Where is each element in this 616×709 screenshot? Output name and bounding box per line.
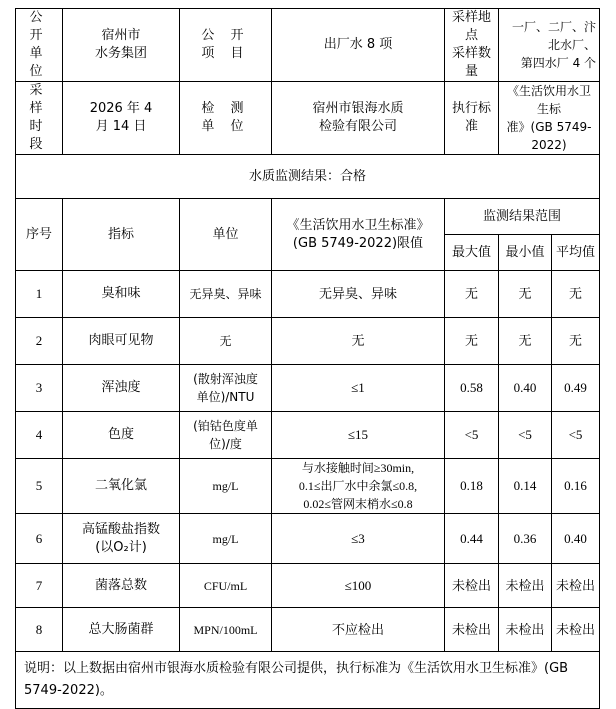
- row-min: 未检出: [499, 608, 552, 652]
- row-max: 0.18: [445, 459, 499, 514]
- site-value: 一厂、二厂、汴北水厂、 第四水厂 4 个: [499, 9, 600, 82]
- row-limit: ≤3: [272, 514, 445, 564]
- row-no: 1: [16, 271, 63, 318]
- row-indicator: 肉眼可见物: [63, 318, 180, 365]
- table-row: [16, 514, 600, 564]
- row-limit: 不应检出: [272, 608, 445, 652]
- row-limit: 与水接触时间≥30min, 0.1≤出厂水中余氯≤0.8, 0.02≤管网末梢水≤0.8: [272, 459, 445, 514]
- table-row: [16, 564, 600, 608]
- header-limit: 《生活饮用水卫生标准》 (GB 5749-2022)限值: [272, 199, 445, 271]
- row-max: 未检出: [445, 608, 499, 652]
- row-no: 8: [16, 608, 63, 652]
- row-no: 7: [16, 564, 63, 608]
- header-min: 最小值: [499, 235, 552, 271]
- row-limit: ≤15: [272, 412, 445, 459]
- row-unit: 无异臭、异味: [180, 271, 272, 318]
- row-max: <5: [445, 412, 499, 459]
- row-unit: (散射浑浊度 单位)/NTU: [180, 365, 272, 412]
- row-no: 4: [16, 412, 63, 459]
- row-max: 未检出: [445, 564, 499, 608]
- header-avg: 平均值: [552, 235, 600, 271]
- info-row-period: [16, 82, 600, 155]
- row-limit: 无: [272, 318, 445, 365]
- row-indicator: 二氧化氯: [63, 459, 180, 514]
- row-avg: 未检出: [552, 608, 600, 652]
- table-row: [16, 271, 600, 318]
- row-no: 5: [16, 459, 63, 514]
- row-avg: 0.49: [552, 365, 600, 412]
- row-no: 3: [16, 365, 63, 412]
- header-indicator: 指标: [63, 199, 180, 271]
- lab-value: 宿州市银海水质 检验有限公司: [272, 82, 445, 155]
- row-indicator: 总大肠菌群: [63, 608, 180, 652]
- table-row: [16, 412, 600, 459]
- row-min: <5: [499, 412, 552, 459]
- row-min: 未检出: [499, 564, 552, 608]
- row-min: 0.36: [499, 514, 552, 564]
- row-max: 无: [445, 271, 499, 318]
- row-min: 0.14: [499, 459, 552, 514]
- row-indicator: 高锰酸盐指数 (以O₂计): [63, 514, 180, 564]
- header-unit: 单位: [180, 199, 272, 271]
- summary-row: [16, 155, 600, 199]
- water-quality-table: [15, 8, 600, 709]
- row-avg: 0.40: [552, 514, 600, 564]
- period-value: 2026 年 4 月 14 日: [63, 82, 180, 155]
- row-indicator: 色度: [63, 412, 180, 459]
- result-summary: 水质监测结果：合格: [16, 155, 600, 199]
- header-max: 最大值: [445, 235, 499, 271]
- row-max: 0.58: [445, 365, 499, 412]
- publisher-value: 宿州市 水务集团: [63, 9, 180, 82]
- note-row: [16, 652, 600, 709]
- period-label: 采 样 时 段: [16, 82, 63, 155]
- row-max: 0.44: [445, 514, 499, 564]
- row-unit: 无: [180, 318, 272, 365]
- row-indicator: 浑浊度: [63, 365, 180, 412]
- item-value: 出厂水 8 项: [272, 9, 445, 82]
- row-unit: mg/L: [180, 514, 272, 564]
- row-limit: ≤100: [272, 564, 445, 608]
- row-min: 0.40: [499, 365, 552, 412]
- row-min: 无: [499, 318, 552, 365]
- row-limit: ≤1: [272, 365, 445, 412]
- row-indicator: 菌落总数: [63, 564, 180, 608]
- lab-label: 检 测 单 位: [180, 82, 272, 155]
- row-unit: (铂钴色度单 位)/度: [180, 412, 272, 459]
- item-label: 公 开 项 目: [180, 9, 272, 82]
- table-row: [16, 365, 600, 412]
- row-max: 无: [445, 318, 499, 365]
- table-row: [16, 608, 600, 652]
- row-indicator: 臭和味: [63, 271, 180, 318]
- header-no: 序号: [16, 199, 63, 271]
- row-unit: MPN/100mL: [180, 608, 272, 652]
- standard-label: 执行标准: [445, 82, 499, 155]
- row-avg: <5: [552, 412, 600, 459]
- table-row: [16, 459, 600, 514]
- row-no: 6: [16, 514, 63, 564]
- note-text: 说明：以上数据由宿州市银海水质检验有限公司提供，执行标准为《生活饮用水卫生标准》(GB 5749-2022)。: [16, 652, 600, 709]
- site-label: 采样地点 采样数量: [445, 9, 499, 82]
- row-avg: 无: [552, 318, 600, 365]
- row-no: 2: [16, 318, 63, 365]
- row-avg: 未检出: [552, 564, 600, 608]
- row-unit: CFU/mL: [180, 564, 272, 608]
- row-limit: 无异臭、异味: [272, 271, 445, 318]
- row-min: 无: [499, 271, 552, 318]
- header-range: 监测结果范围: [445, 199, 600, 235]
- standard-value: 《生活饮用水卫生标 准》(GB 5749-2022): [499, 82, 600, 155]
- publisher-label: 公 开 单 位: [16, 9, 63, 82]
- row-avg: 无: [552, 271, 600, 318]
- data-rows: [16, 271, 600, 652]
- info-row-publisher: [16, 9, 600, 82]
- row-avg: 0.16: [552, 459, 600, 514]
- table-row: [16, 318, 600, 365]
- header-row-1: [16, 199, 600, 235]
- row-unit: mg/L: [180, 459, 272, 514]
